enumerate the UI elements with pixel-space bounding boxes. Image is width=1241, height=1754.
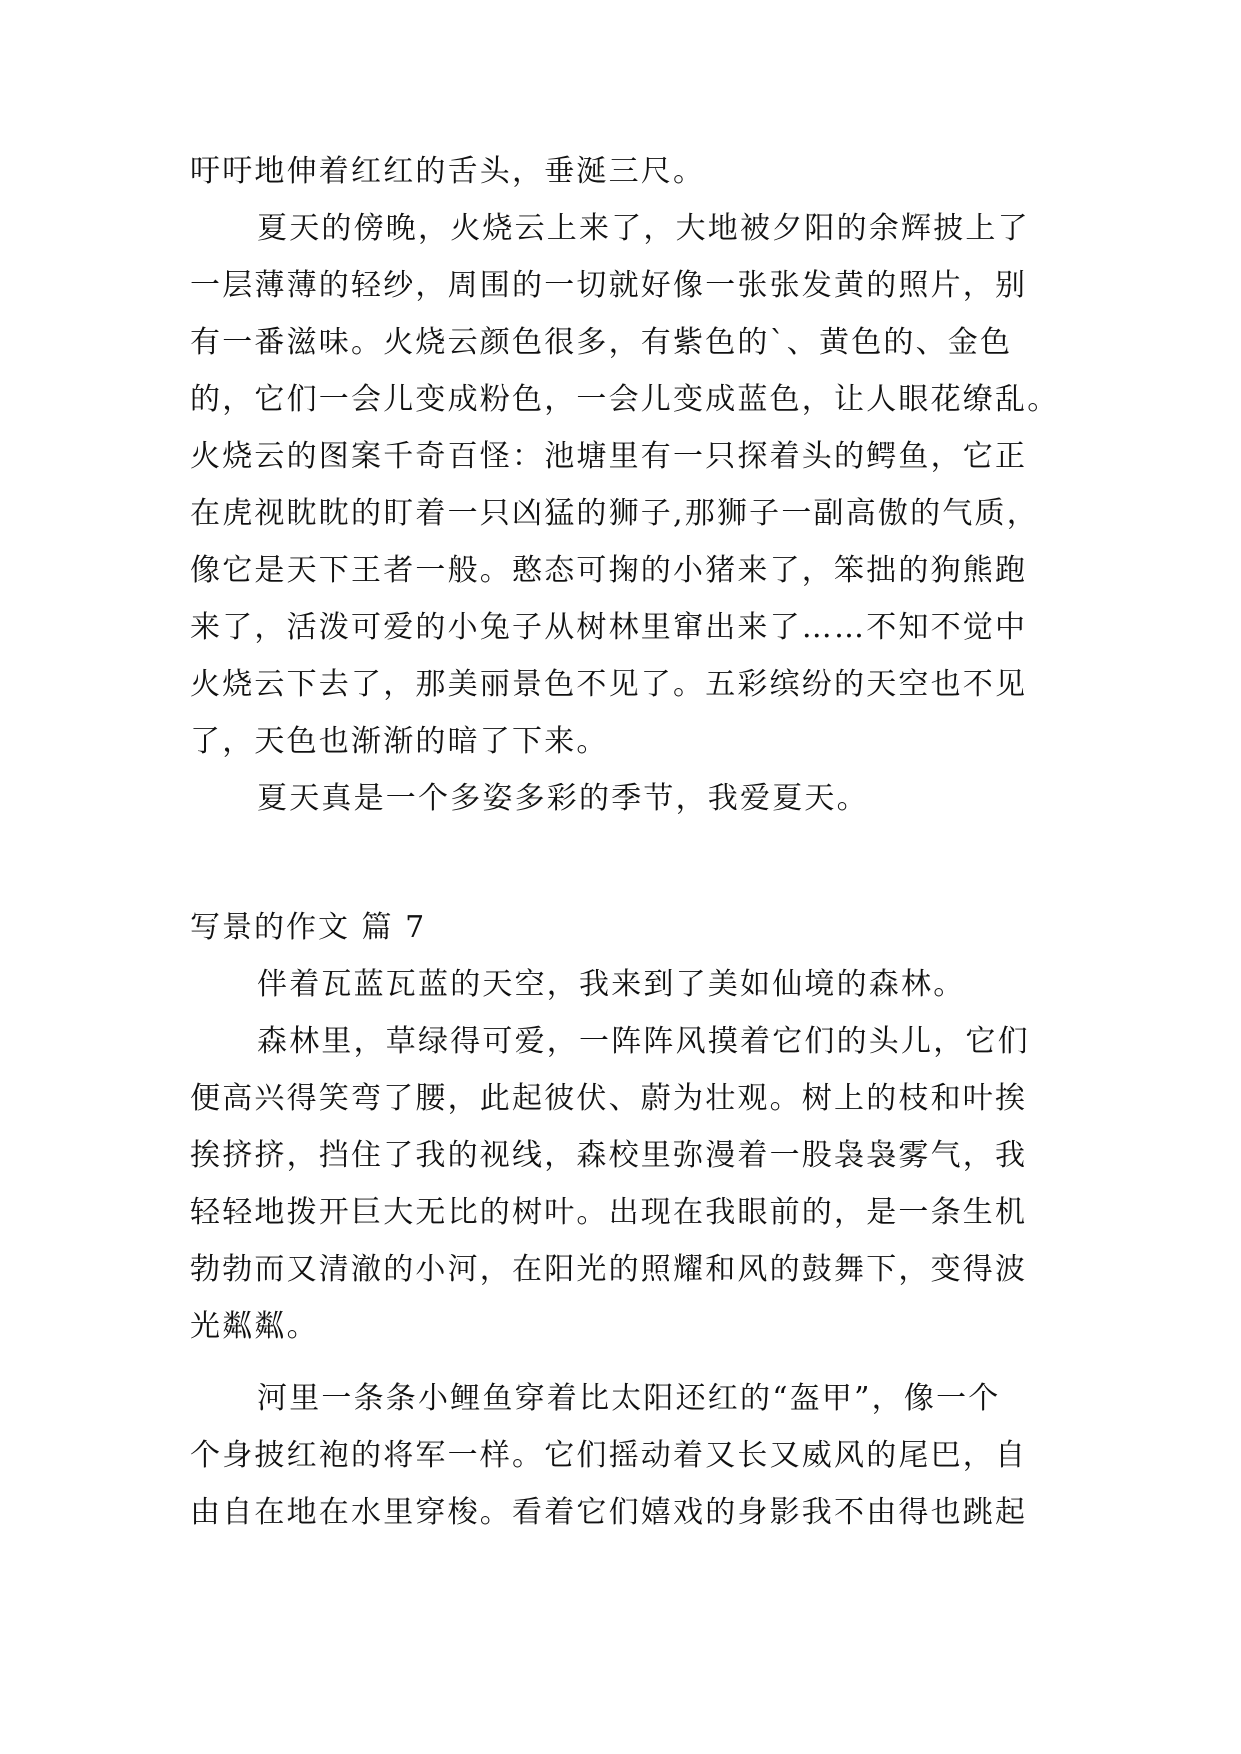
text-line: 个身披红袍的将军一样。它们摇动着又长又威风的尾巴，自	[190, 1438, 1028, 1473]
text-line: 挨挤挤，挡住了我的视线，森校里弥漫着一股袅袅雾气，我	[190, 1138, 1028, 1173]
text-line: 一层薄薄的轻纱，周围的一切就好像一张张发黄的照片，别	[190, 268, 1028, 303]
text-line: 了，天色也渐渐的暗了下来。	[190, 724, 609, 759]
text-line: 森林里，草绿得可爱，一阵阵风摸着它们的头儿，它们	[257, 1024, 1030, 1059]
text-line: 像它是天下王者一般。憨态可掬的小猪来了，笨拙的狗熊跑	[190, 553, 1028, 588]
section-heading: 写景的作文 篇 7	[190, 910, 427, 945]
text-line: 的，它们一会儿变成粉色，一会儿变成蓝色，让人眼花缭乱。	[190, 382, 1060, 417]
text-line: 轻轻地拨开巨大无比的树叶。出现在我眼前的，是一条生机	[190, 1195, 1028, 1230]
text-line: 夏天的傍晚，火烧云上来了，大地被夕阳的余辉披上了	[257, 211, 1030, 246]
text-line: 夏天真是一个多姿多彩的季节，我爱夏天。	[257, 781, 869, 816]
text-line: 便高兴得笑弯了腰，此起彼伏、蔚为壮观。树上的枝和叶挨	[190, 1081, 1028, 1116]
text-line: 火烧云的图案千奇百怪：池塘里有一只探着头的鳄鱼，它正	[190, 439, 1028, 474]
text-line: 勃勃而又清澈的小河，在阳光的照耀和风的鼓舞下，变得波	[190, 1252, 1028, 1287]
text-line: 由自在地在水里穿梭。看着它们嬉戏的身影我不由得也跳起	[190, 1495, 1028, 1530]
text-line: 来了，活泼可爱的小兔子从树林里窜出来了……不知不觉中	[190, 610, 1028, 645]
text-line: 有一番滋味。火烧云颜色很多，有紫色的`、黄色的、金色	[190, 325, 1013, 360]
text-line: 伴着瓦蓝瓦蓝的天空，我来到了美如仙境的森林。	[257, 967, 966, 1002]
text-line: 在虎视眈眈的盯着一只凶猛的狮子,那狮子一副高傲的气质，	[190, 496, 1039, 531]
text-line: 光粼粼。	[190, 1309, 319, 1344]
text-line: 河里一条条小鲤鱼穿着比太阳还红的“盔甲”，像一个	[257, 1381, 1001, 1416]
text-line: 吁吁地伸着红红的舌头，垂涎三尺。	[190, 154, 706, 189]
text-line: 火烧云下去了，那美丽景色不见了。五彩缤纷的天空也不见	[190, 667, 1028, 702]
